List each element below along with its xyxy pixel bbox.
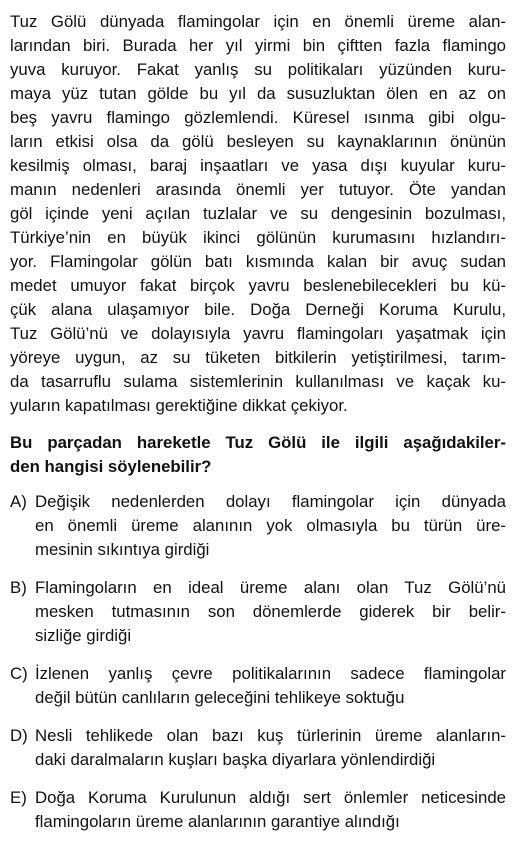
- passage-line: yöreye uygun, az su tüketen bitkilerin yetiştirilmesi, tarım-: [10, 348, 506, 367]
- question-line: den hangisi söylenebilir?: [10, 457, 212, 476]
- option-letter: D): [10, 726, 28, 745]
- option-d[interactable]: [10, 724, 506, 772]
- passage-line: manın nedenleri arasında önemli yer tutuyor. Öte yandan: [10, 180, 506, 199]
- passage-line: Türkiye’nin en büyük ikinci gölünün kurumasını hızlandırı-: [10, 228, 506, 247]
- passage-line: çük alana ulaşamıyor bile. Doğa Derneği Koruma Kurulu,: [10, 300, 506, 319]
- option-line: flamingoların üreme alanlarının garantiye alındığı: [35, 812, 400, 831]
- option-letter: A): [10, 492, 27, 511]
- option-text: [35, 662, 506, 710]
- passage-line: Tuz Gölü’nü ve dolayısıyla yavru flamingoları yaşatmak için: [10, 324, 506, 343]
- option-letter: B): [10, 578, 27, 597]
- passage-line: da tasarruflu sulama sistemlerinin kullanılması ve kaçak ku-: [10, 372, 506, 391]
- passage-line: yuların kapatılması gerektiğine dikkat çekiyor.: [10, 396, 348, 415]
- passage-line: medet umuyor fakat birçok yavru beslenebilecekleri bu kü-: [10, 276, 506, 295]
- question-stem: [10, 431, 506, 479]
- question-line: Bu parçadan hareketle Tuz Gölü ile ilgili aşağıdakiler-: [10, 433, 506, 452]
- passage-line: larından biri. Burada her yıl yirmi bin çiftten fazla flamingo: [10, 36, 506, 55]
- option-line: Flamingoların en ideal üreme alanı olan Tuz Gölü’nü: [35, 578, 506, 597]
- option-text: [35, 576, 506, 648]
- passage-line: Tuz Gölü dünyada flamingolar için en önemli üreme alan-: [10, 12, 506, 31]
- option-line: daki daralmaların kuşları başka diyarlara yönlendirdiği: [35, 750, 436, 769]
- option-text: [35, 490, 506, 562]
- passage-line: ların etkisi olsa da gölü besleyen su kaynaklarının önünün: [10, 132, 506, 151]
- option-line: mesinin sıkıntıya girdiği: [35, 540, 210, 559]
- option-line: Nesli tehlikede olan bazı kuş türlerinin üreme alanların-: [35, 726, 506, 745]
- option-line: Doğa Koruma Kurulunun aldığı sert önlemler neticesinde: [35, 788, 506, 807]
- option-text: [35, 724, 506, 772]
- option-line: İzlenen yanlış çevre politikalarının sadece flamingolar: [35, 664, 506, 683]
- passage-line: maya yüz tutan gölde bu yıl da susuzluktan ölen en az on: [10, 84, 506, 103]
- passage-line: kesilmiş olması, baraj inşaatları ve yasa dışı kuyular kuru-: [10, 156, 506, 175]
- passage-line: göl içinde yeni açılan tuzlalar ve su dengesinin bozulması,: [10, 204, 506, 223]
- option-text: [35, 786, 506, 834]
- option-line: Değişik nedenlerden dolayı flamingolar için dünyada: [35, 492, 506, 511]
- option-letter: C): [10, 664, 28, 683]
- answer-options: [10, 490, 506, 834]
- option-c[interactable]: [10, 662, 506, 710]
- option-letter: E): [10, 788, 27, 807]
- question-page: [10, 10, 506, 848]
- option-line: değil bütün canlıların geleceğini tehlikeye soktuğu: [35, 688, 405, 707]
- passage-line: yuva kuruyor. Fakat yanlış su politikaları yüzünden kuru-: [10, 60, 506, 79]
- passage-line: yor. Flamingolar gölün batı kısmında kalan bir avuç sudan: [10, 252, 506, 271]
- option-line: sizliğe girdiği: [35, 626, 132, 645]
- option-line: en önemli üreme alanının yok olmasıyla bu türün üre-: [35, 516, 506, 535]
- option-line: mesken tutmasının son dönemlerde giderek bir belir-: [35, 602, 506, 621]
- option-b[interactable]: [10, 576, 506, 648]
- passage-line: beş yavru flamingo gözlemlendi. Küresel ısınma gibi olgu-: [10, 108, 506, 127]
- option-e[interactable]: [10, 786, 506, 834]
- option-a[interactable]: [10, 490, 506, 562]
- reading-passage: [10, 10, 506, 418]
